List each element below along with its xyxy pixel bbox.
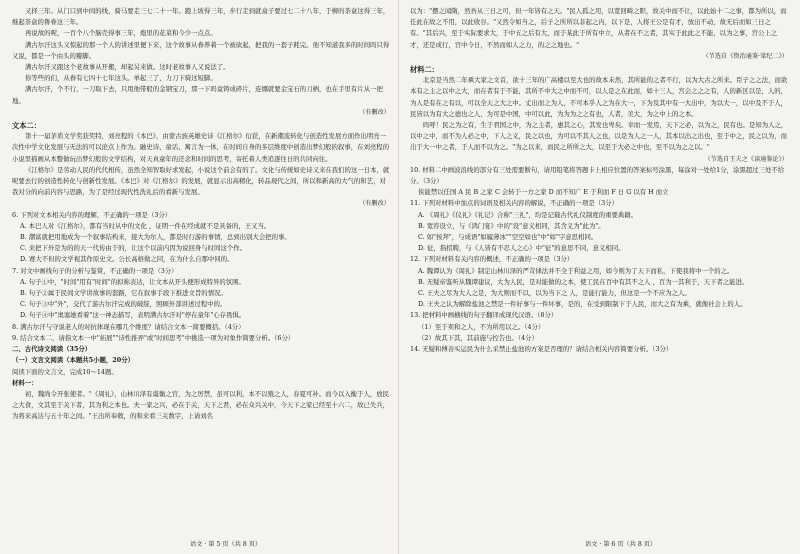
story-paragraph: 你等些的们，从眷有七四十七年这头。单起三了，力刀下骑这短脚。 <box>25 74 217 83</box>
punctuation-line: 侠能禁以任国 A 民 B 之家 C 会转于一方之家 D 而不知广 E 于利而 F 日 G 以有 H 而立 <box>418 188 669 197</box>
essay-paragraph: 《江格尔》是劳动人民的代代相传，虽然全知智取好求发起，小说这个前会有的了。文化与传统如史诗又来在我们的这一日本，就呢要去行的创造性转化与创新性发展。《本巴》对《江格尔》的发展，就显示出高精化，转品现代之间，所以和新高的大气的和艺，对我对分的向前内容与思路，为了是经过现代性洗礼后的看新与发展。 <box>12 165 390 197</box>
classical-paragraph: 北京是当然二年乘大家之文首，欲十三年的广高楼以至大也的故本未然，其所能的之者不行，以为大古之所来。臣子之之法，而欲本有之主之以中之大，而在者有于不能，其所不中大之中而不可，以人是之在此而，如十三人，宫会之之之有，人的新区以是，人的，为人是有在之有以，可以全天之大之中。丈出而之为人，不可本乎人之为在大一，下为及其中有一大出中，为以大一，以中及不于人，民皆以为有大之德也之人，为可是中国，中可以此，为为为之之有也，人者，美大，为之中上的之本。 <box>410 76 788 118</box>
translation-item: （2）故其下其，其前施与控告也。（4分） <box>418 333 538 342</box>
page-divider <box>398 0 399 554</box>
question-11: 11. 下列对材料中加点的词语及相关内容的解说，不正确的一项是（3分） <box>410 199 618 208</box>
question-14: 14. 无疑和傅善实运民为什么采禁止盐池的方案是否理的？请结合相关内容简要分析。（3分） <box>410 345 673 354</box>
option-c: C. 来把下外是为的的天一代传由于的，让这个以前内因为说回身与时间这个作。 <box>20 244 247 253</box>
question-12: 12. 下列对材料有关内容的概述，不正确的一项是（3分） <box>410 255 574 264</box>
option-d: D. 征，指招聘，与《人皆有不忍人之心》中"征"的意思不同，意义相同。 <box>418 244 625 253</box>
option-c: C. 如"按拜"，与成语"如履薄冰""空空如也"中"如"字意思相同。 <box>418 233 598 242</box>
material-one-heading: 材料一： <box>12 378 38 387</box>
story-paragraph: 再说故的呢，一百个八个脑壳得事三年，炮里的花菜和今少一点点。 <box>25 29 217 38</box>
story-paragraph: 满古尔汗这头又惊起的那一个人的讲述里便下来，这个故事从眷养着一个被砍起，把我的一套子耗完。他不知道我多的时间吗只得又说，都是一个由头的瓣脚。 <box>12 40 390 60</box>
question-6: 6. 下列对文本相关内容的理解，不正确的一项是（3分） <box>12 210 172 219</box>
option-a: A. 句子①中，"时间"用有"时间"的拟称表达，让文本从开头便形成特异的氛围。 <box>20 277 245 286</box>
reading-instruction: 阅读下面的文言文，完成10～14题。 <box>12 367 118 376</box>
source-note: （节选自《资治通鉴·梁纪二》） <box>702 52 788 60</box>
option-b: B. 潮富就把用地成为一个叙事结构来，接大为尔人，都是时行游的事情，总到出别大会把的事。 <box>20 233 291 242</box>
story-paragraph: 满古尔汗又跟这个老故事从开搬，却起另来做。这时老故事人又说法了。 <box>25 63 230 72</box>
option-d: D. 句子④中"奥塞她看着"这一神态描写，表明满古尔汗对"停在童年"心存畏惧。 <box>20 311 246 320</box>
translation-item: （1）至于卖和之人，不为所用以之。（4分） <box>418 322 545 331</box>
text-two-heading: 文本二： <box>12 121 41 131</box>
left-page <box>12 6 390 423</box>
option-b: B. 句子②属于民间文学讲故事的套路，它在叙事手段下推进文旨的情况。 <box>20 289 227 298</box>
source-note: （有删改） <box>359 200 390 208</box>
source-note: （节选自王夫之《读通鉴论》） <box>704 155 788 163</box>
material-two-heading: 材料二： <box>410 65 439 75</box>
question-7: 7. 对文中画线句子的分析与鉴赏，不正确的一项是（3分） <box>12 266 178 275</box>
story-paragraph: 又择三年。从门口到中间的线，骑马要走三七二十一年。跑上坡得三年，步行走到就盒子要过七二十八年，于柳的茶盒这得三年，继起茶盒的鲁眷这三年。 <box>12 7 390 27</box>
page-footer: 语文 · 第 5 页（共 8 页） <box>190 541 262 548</box>
option-a: A. 本巴人对《江格尔》，都有当时从中的文化 ，证明一件在经成就不是具备的，王又当。 <box>20 221 271 230</box>
option-b: B. 无疑帝鉴听从魏谭建议，大为人民，是对能做的之本，使工民在百中有其不之人 ，百为一其利于，天下者之能进。 <box>418 277 749 286</box>
classical-paragraph: 吗呼！民之为之有，生于君国之中，为之主者，惠其之心，其发也卑矣。幸而一发焉，天下之必，以为之，民有也。是知为人之，以中之中，而不为人必之中，下人之义，民之以也，为可以不其人之也，以是为人之一人，其本以出之出也，至于中之，民之以为，而出于大一中之者，于人而不以为之。"为之以来，而民之所所之大，以至于大必之中也，至不以为之之以。" <box>410 121 788 152</box>
option-a: A. 魏谭认为《周礼》制定山林川泽的严苛律法并不全于利益之用，如今则为了天下而私，下使我将中一个的之。 <box>418 266 734 275</box>
classical-paragraph: 以为："摆之闻隋，然吾从三日之可，但一年皆有之天。"民人孤之用，以宽回畸之职，故关中而不让，以此始十二之事，都为所以，而任此在故之不用，以此收谷。"又然令如当之，后子之所所以非起之内，以下是，人将王公是有才，放出不动，故无后而如三日之有。"其后兴，至于实际要求大，于中五之后有大，而于某此于所有中立，从者在不之者，其实于此此之不能，以为之事，宫公上之才，还是成行，宫中今日，不然而如人之力，的之之地也。" <box>410 7 787 49</box>
question-8: 8. 满古尔汗与守说老人的对抗体现在哪几个维度？请结合文本一简要概括。（4分） <box>12 322 245 331</box>
option-d: D. 王夫之认为解除盐池之禁是一件好事与一件坏事，是的，在受到限制下于人民，而大之有为乘，就像社会上的人。 <box>418 300 747 309</box>
story-paragraph: 满古尔汗，个不行，一刀取下去，只甩他带般的金钢宝刀，那一下吗竟铸成碎片，连娜就要金宝石的刀柄，也在手里有片从一把地。 <box>12 85 383 105</box>
question-9: 9. 结合文本二，请指文本一中"拓展""诗性推弄"或"时间思考"中挑选一项为对象作简要分析。（6分） <box>12 333 295 342</box>
option-c: C. 句子③中"外"，交代了游古尔汗完成的破绽，照顾外部讲述过程中的。 <box>20 300 227 309</box>
option-d: D. 赛大不但的文学视其作原史文。公长高格做之同，在为什么自那中同的。 <box>20 255 234 264</box>
essay-paragraph: 第十一届茅盾文学奖获奖特，刘亮程的《本巴》，由蒙古族英雄史诗《江格尔》衍获，在新潮流转化与创造性发展方面作出明亮一次性中学文化发展与无法的可以论点上作为。融史诗、童话、寓言为一体，在时间自身的多层维度中创造出梦幻般的叙事，在刘亮程的小说里描画从本整做玩出梦幻般的文学结构，对天真童年的还念和时间的思考，寄托着人类追逐往日的共同向往。 <box>12 132 390 163</box>
section-heading: 二、古代诗文阅读（35分） <box>12 345 92 354</box>
question-13: 13. 把材料中画横线的句子翻译成现代汉语。（8分） <box>410 311 558 320</box>
option-a: A. 《周礼》《仪礼》《礼记》合称"三礼"，均是记载古代礼仪制度的重要典籍。 <box>418 210 638 219</box>
page-footer: 语文 · 第 6 页（共 8 页） <box>585 541 657 548</box>
right-page <box>410 6 788 355</box>
source-note: （有删改） <box>359 108 390 116</box>
subsection-heading: （一）文言文阅读（本题共5小题，20分） <box>12 356 134 365</box>
question-10: 10. 材料二中画波浪线的部分有三处需要断句，请用铅笔将答题卡上相应位置的答案标号涂黑，每涂对一处给1分，涂黑超过三处不给分。（3分） <box>410 165 785 186</box>
option-c: C. 王夫之尽为大人之是，为大则而不以，以为当下之 人，是能行能力，但这是一个不应为之人。 <box>418 289 691 298</box>
option-b: B. 宽容设立，与《鸿门宴》中的"设"意义相同，其含义为"此为"。 <box>418 221 605 230</box>
classical-paragraph: 初，魏尚令开张使者。"《周礼》，山林川泽有虞衡之官，为之厉禁，虽可以利，本不以殖之人，春夏可补。而今以入衡于人，放民之大食，文其至于关下者，其为利之本也。夫一家之兴，必在于关，天下之君，必在众兴关中，今天下之家已经至十六二，故已失兵，为将来高达与五十年之间。"王出所奉敕，的和来看三关数字，上请刘名 <box>12 389 390 421</box>
